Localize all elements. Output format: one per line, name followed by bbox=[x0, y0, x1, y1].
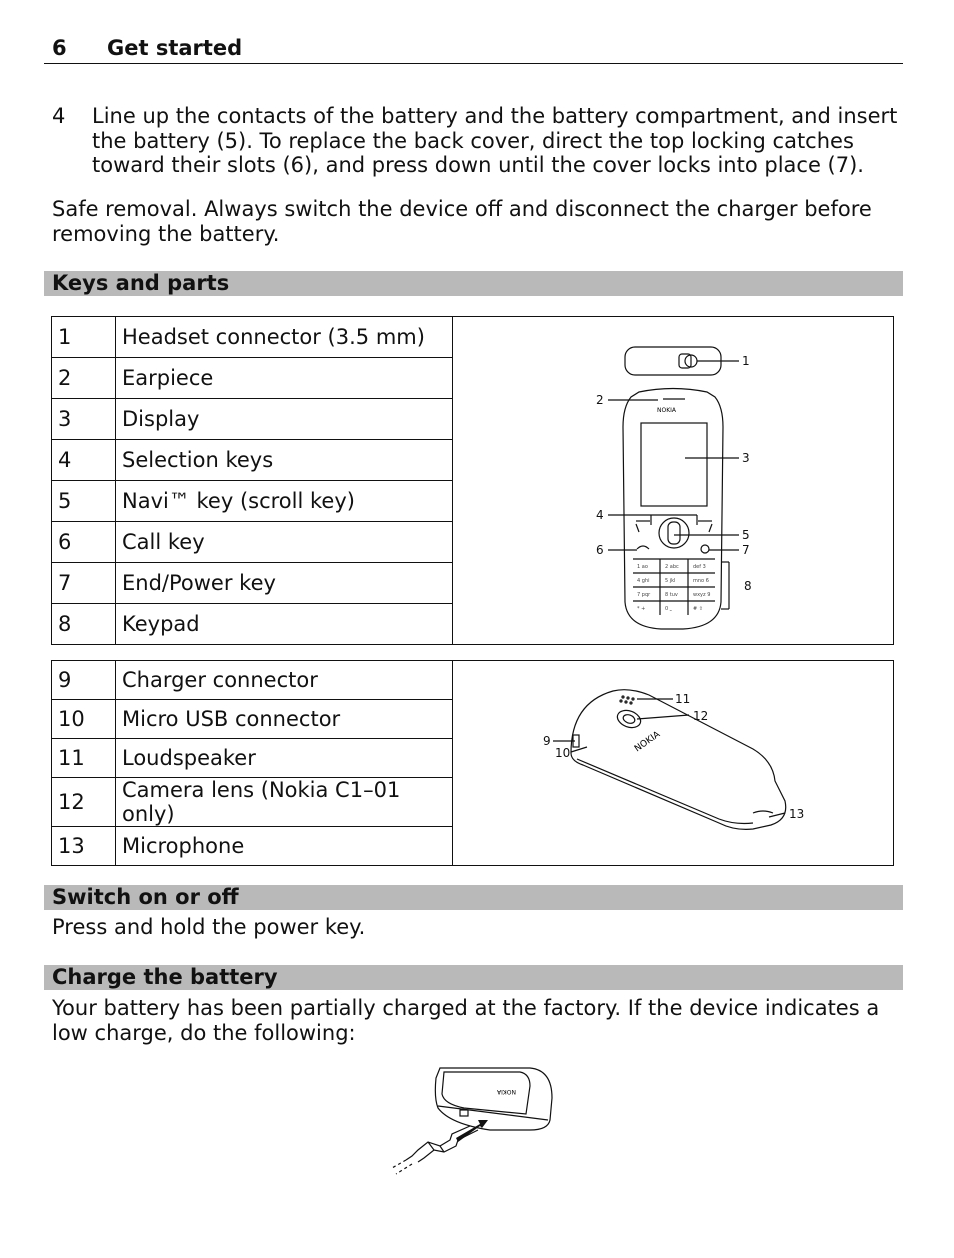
front-phone-illustration-cell bbox=[453, 317, 894, 645]
keypad-key: 2 abc bbox=[665, 564, 679, 570]
part-number: 11 bbox=[52, 739, 116, 778]
part-number: 12 bbox=[52, 778, 116, 827]
callout-label: 6 bbox=[596, 543, 604, 557]
part-number: 6 bbox=[52, 522, 116, 563]
callout-label: 7 bbox=[742, 543, 750, 557]
keypad-key: 1 ao bbox=[637, 564, 648, 570]
callout-label: 12 bbox=[693, 708, 709, 723]
keypad-key: mno 6 bbox=[693, 578, 709, 584]
step-text: Line up the contacts of the battery and the battery compartment, and insert the battery (5). To replace the back cover, direct the top locking catches toward their slots (6), and press down until the cover locks into place (7). bbox=[92, 104, 898, 177]
part-number: 13 bbox=[52, 827, 116, 866]
front-parts-table bbox=[51, 316, 894, 645]
part-label: Charger connector bbox=[116, 661, 453, 700]
back-phone-illustration-cell bbox=[453, 661, 894, 866]
table-row bbox=[52, 317, 894, 358]
section-heading-keys-and-parts: Keys and parts bbox=[44, 271, 903, 296]
part-label: Headset connector (3.5 mm) bbox=[116, 317, 453, 358]
part-label: Selection keys bbox=[116, 440, 453, 481]
part-label: Keypad bbox=[116, 604, 453, 645]
keypad-key: def 3 bbox=[693, 564, 706, 570]
part-label: Camera lens (Nokia C1–01 only) bbox=[116, 778, 453, 827]
callout-label: 9 bbox=[543, 733, 551, 748]
keypad-key: * + bbox=[637, 606, 646, 612]
part-number: 4 bbox=[52, 440, 116, 481]
brand-label: NOKIA bbox=[633, 729, 663, 754]
keypad-key: wxyz 9 bbox=[693, 592, 711, 598]
safe-removal-note: Safe removal. Always switch the device off and disconnect the charger before removing the battery. bbox=[52, 197, 872, 246]
keypad-key: 4 ghi bbox=[637, 578, 650, 584]
callout-label: 11 bbox=[675, 691, 691, 706]
callout-label: 3 bbox=[742, 451, 750, 465]
section-heading-charge-battery: Charge the battery bbox=[44, 965, 903, 990]
part-label: Microphone bbox=[116, 827, 453, 866]
keypad-key: 0 ⎵ bbox=[665, 606, 672, 612]
brand-label: NOKIA bbox=[496, 1088, 516, 1095]
charge-instruction: Your battery has been partially charged at the factory. If the device indicates a low charge, do the following: bbox=[52, 996, 880, 1045]
keypad-key: 8 tuv bbox=[665, 592, 678, 598]
back-phone-illustration bbox=[453, 663, 893, 859]
keypad-key: 7 pqr bbox=[637, 592, 651, 598]
part-number: 7 bbox=[52, 563, 116, 604]
keypad-key: # ⇧ bbox=[693, 606, 703, 612]
step-4 bbox=[52, 104, 902, 178]
callout-label: 13 bbox=[789, 806, 805, 821]
table-row bbox=[52, 661, 894, 700]
header-rule bbox=[44, 63, 903, 64]
callout-label: 8 bbox=[744, 579, 752, 593]
back-parts-table bbox=[51, 660, 894, 866]
brand-label: NOKIA bbox=[657, 407, 677, 414]
part-number: 1 bbox=[52, 317, 116, 358]
step-number: 4 bbox=[52, 104, 66, 128]
part-label: Micro USB connector bbox=[116, 700, 453, 739]
part-label: Display bbox=[116, 399, 453, 440]
callout-label: 1 bbox=[742, 354, 750, 368]
part-label: Navi™ key (scroll key) bbox=[116, 481, 453, 522]
part-number: 9 bbox=[52, 661, 116, 700]
keypad-key: 5 jkl bbox=[665, 578, 676, 584]
part-number: 2 bbox=[52, 358, 116, 399]
callout-label: 4 bbox=[596, 508, 604, 522]
part-label: Loudspeaker bbox=[116, 739, 453, 778]
page-number: 6 bbox=[52, 36, 67, 60]
part-number: 3 bbox=[52, 399, 116, 440]
switch-instruction: Press and hold the power key. bbox=[52, 915, 366, 939]
page-header bbox=[52, 36, 242, 60]
part-number: 5 bbox=[52, 481, 116, 522]
part-number: 10 bbox=[52, 700, 116, 739]
part-number: 8 bbox=[52, 604, 116, 645]
callout-label: 10 bbox=[555, 745, 571, 760]
part-label: Call key bbox=[116, 522, 453, 563]
charger-illustration bbox=[380, 1058, 570, 1183]
part-label: Earpiece bbox=[116, 358, 453, 399]
front-phone-illustration bbox=[453, 317, 893, 639]
section-heading-switch-on-off: Switch on or off bbox=[44, 885, 903, 910]
callout-label: 5 bbox=[742, 528, 750, 542]
part-label: End/Power key bbox=[116, 563, 453, 604]
chapter-title: Get started bbox=[107, 36, 243, 60]
callout-label: 2 bbox=[596, 393, 604, 407]
